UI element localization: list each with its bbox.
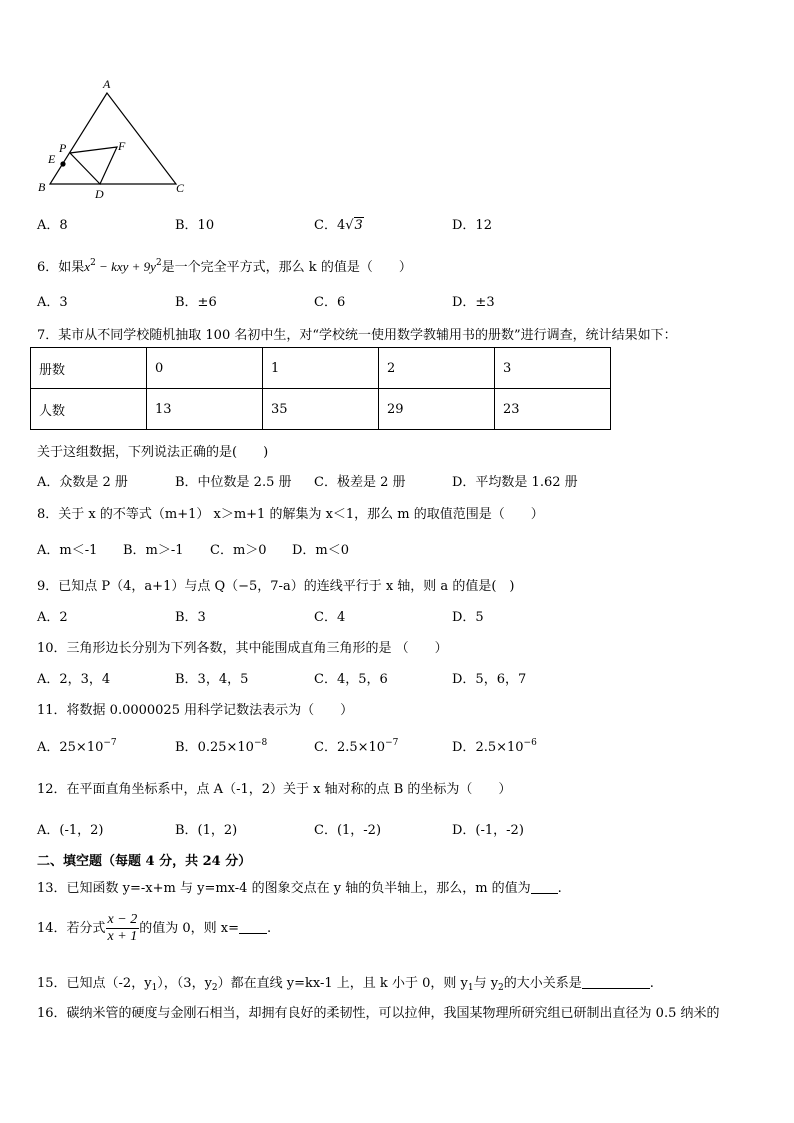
triangle-pdf <box>70 147 117 184</box>
table-cell: 册数 <box>31 348 147 389</box>
q11-d-label: D． <box>452 740 476 755</box>
q8-stem: 8．关于 x 的不等式（m+1） x＞m+1 的解集为 x＜1，那么 m 的取值范围是（ ） <box>37 507 544 522</box>
q11-b-base: 0.25×10 <box>197 740 254 755</box>
q15-s2: 2 <box>211 983 218 993</box>
section-2-title: 二、填空题（每题 4 分，共 24 分） <box>37 854 252 869</box>
q6-expr-x: x <box>84 259 91 274</box>
q15-end: . <box>649 976 654 991</box>
q6-option-b[interactable]: B．±6 <box>175 295 217 310</box>
q14-denominator: x + 1 <box>107 929 138 944</box>
q7-table <box>30 347 611 430</box>
q12-option-b[interactable]: B．(1，2) <box>175 823 238 838</box>
q6-exp-1: 2 <box>90 258 96 268</box>
q14-fraction <box>106 912 140 945</box>
q5-option-b[interactable]: B．10 <box>175 218 215 233</box>
table-cell: 23 <box>495 389 611 430</box>
q15-s4: 2 <box>498 983 504 993</box>
q11-c-base: 2.5×10 <box>336 740 386 755</box>
q9-stem: 9．已知点 P（4，a+1）与点 Q（−5，7-a）的连线平行于 x 轴，则 a 的值是( ) <box>37 579 515 594</box>
q10-option-a[interactable]: A．2，3，4 <box>37 672 111 687</box>
q10-option-c[interactable]: C．4，5，6 <box>314 672 388 687</box>
label-e: E <box>48 152 56 166</box>
q11-d-exp: −6 <box>523 738 537 748</box>
label-b: B <box>38 180 46 194</box>
q11-c-exp: −7 <box>385 738 399 748</box>
label-f: F <box>118 139 126 153</box>
table-cell: 1 <box>263 348 379 389</box>
q9-option-d[interactable]: D．5 <box>452 610 484 625</box>
q13-stem <box>37 877 562 896</box>
q7-stem: 7．某市从不同学校随机抽取 100 名初中生，对“学校统一使用数学教辅用书的册数”进行调查，统计结果如下： <box>37 328 677 343</box>
q9-option-c[interactable]: C．4 <box>314 610 346 625</box>
q11-a-base: 25×10 <box>59 740 104 755</box>
q10-option-b[interactable]: B．3，4，5 <box>175 672 249 687</box>
q5-option-d[interactable]: D．12 <box>452 218 492 233</box>
q6-expr-mid: − kxy + 9 <box>95 259 151 274</box>
q5-option-a[interactable]: A．8 <box>37 218 68 233</box>
q6-stem <box>37 256 412 275</box>
q14-prefix: 14．若分式 <box>37 921 106 936</box>
q7-option-c[interactable]: C．极差是 2 册 <box>314 475 406 490</box>
q5-option-c-label: C．4 <box>314 218 346 233</box>
q6-prefix: 6．如果 <box>37 260 85 275</box>
table-row <box>31 348 611 389</box>
q15-p3: ）都在直线 y=kx-1 上，且 k 小于 0，则 y <box>217 976 468 991</box>
q13-text: 13．已知函数 y=-x+m 与 y=mx-4 的图象交点在 y 轴的负半轴上，那么，m 的值为 <box>37 881 531 896</box>
q11-option-c[interactable] <box>314 736 398 755</box>
q16-stem: 16．碳纳米管的硬度与金刚石相当，却拥有良好的柔韧性，可以拉伸，我国某物理所研究组已研制出直径为 0.5 纳米的 <box>37 1006 720 1021</box>
table-cell: 13 <box>147 389 263 430</box>
q8-option-c[interactable]: C．m＞0 <box>210 543 267 558</box>
q13-answer-blank[interactable] <box>531 881 558 894</box>
q11-option-a[interactable] <box>37 736 117 755</box>
sqrt-arg: 3 <box>354 218 363 233</box>
q13-end: . <box>557 881 562 896</box>
q6-option-d[interactable]: D．±3 <box>452 295 495 310</box>
q6-expr-y: y <box>150 259 156 274</box>
q14-answer-blank[interactable] <box>239 921 267 934</box>
q15-stem <box>37 972 654 991</box>
q15-s3: 1 <box>467 983 474 993</box>
table-cell: 0 <box>147 348 263 389</box>
q15-p2: ），（3，y <box>157 976 212 991</box>
q8-option-b[interactable]: B．m＞-1 <box>123 543 184 558</box>
q14-stem <box>37 912 271 945</box>
q6-suffix: 是一个完全平方式，那么 k 的值是（ ） <box>161 260 412 275</box>
q6-option-a[interactable]: A．3 <box>37 295 68 310</box>
q11-b-label: B． <box>175 740 198 755</box>
table-cell: 3 <box>495 348 611 389</box>
q11-option-b[interactable] <box>175 736 267 755</box>
q11-stem: 11．将数据 0.0000025 用科学记数法表示为（ ） <box>37 703 354 718</box>
q9-option-a[interactable]: A．2 <box>37 610 68 625</box>
table-cell: 29 <box>379 389 495 430</box>
q11-c-label: C． <box>314 740 337 755</box>
q14-end: . <box>266 921 272 936</box>
q12-option-a[interactable]: A．(-1，2) <box>37 823 104 838</box>
q11-a-label: A． <box>37 740 60 755</box>
q12-stem: 12．在平面直角坐标系中，点 A（-1，2）关于 x 轴对称的点 B 的坐标为（ ） <box>37 782 512 797</box>
q11-option-d[interactable] <box>452 736 537 755</box>
triangle-figure <box>30 75 200 200</box>
table-row <box>31 389 611 430</box>
label-d: D <box>95 187 104 200</box>
q14-numerator: x − 2 <box>107 912 138 927</box>
q10-stem: 10．三角形边长分别为下列各数，其中能围成直角三角形的是 （ ） <box>37 641 448 656</box>
q15-p4: 与 y <box>473 976 499 991</box>
triangle-abc <box>50 93 176 184</box>
q7-follow: 关于这组数据，下列说法正确的是( ) <box>37 445 269 460</box>
q9-option-b[interactable]: B．3 <box>175 610 206 625</box>
label-p: P <box>59 141 67 155</box>
q8-option-a[interactable]: A．m＜-1 <box>37 543 98 558</box>
q7-option-b[interactable]: B．中位数是 2.5 册 <box>175 475 292 490</box>
q15-p5: 的大小关系是 <box>503 976 582 991</box>
q6-option-c[interactable]: C．6 <box>314 295 346 310</box>
q11-b-exp: −8 <box>253 738 268 748</box>
q8-option-d[interactable]: D．m＜0 <box>292 543 350 558</box>
q12-option-c[interactable]: C．(1，-2) <box>314 823 382 838</box>
q14-suffix: 的值为 0，则 x= <box>139 921 239 936</box>
q7-option-a[interactable]: A．众数是 2 册 <box>37 475 128 490</box>
table-cell: 2 <box>379 348 495 389</box>
q7-option-d[interactable]: D．平均数是 1.62 册 <box>452 475 578 490</box>
q6-exp-2: 2 <box>155 258 162 268</box>
q12-option-d[interactable]: D．(-1，-2) <box>452 823 524 838</box>
q15-answer-blank[interactable] <box>582 976 650 989</box>
q5-option-c[interactable] <box>314 214 364 233</box>
sqrt-symbol: √ <box>345 218 354 233</box>
label-c: C <box>176 181 185 195</box>
point-e <box>60 161 65 166</box>
q11-a-exp: −7 <box>103 738 117 748</box>
label-a: A <box>103 77 111 91</box>
table-cell: 人数 <box>31 389 147 430</box>
q15-s1: 1 <box>151 983 158 993</box>
q11-d-base: 2.5×10 <box>475 740 524 755</box>
q10-option-d[interactable]: D．5，6，7 <box>452 672 527 687</box>
q15-p1: 15．已知点（-2，y <box>37 976 152 991</box>
table-cell: 35 <box>263 389 379 430</box>
